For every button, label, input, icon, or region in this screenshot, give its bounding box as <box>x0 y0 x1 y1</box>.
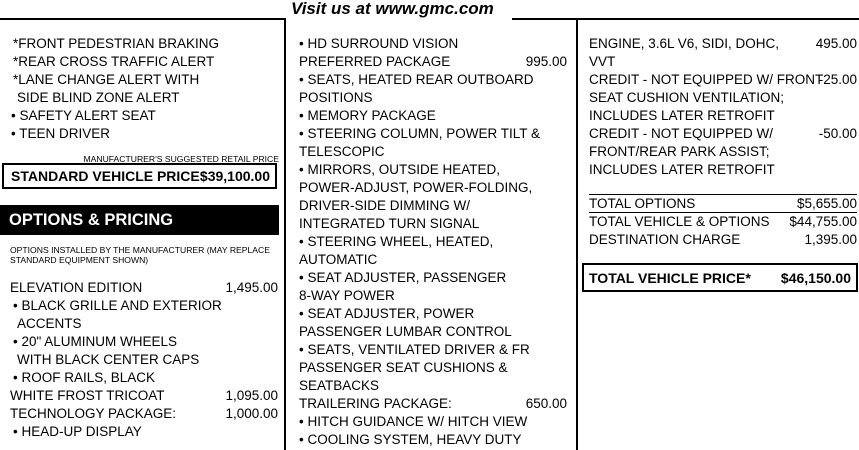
option-line <box>299 89 567 107</box>
option-text: ELEVATION EDITION <box>10 280 143 295</box>
standard-price-value: $39,100.00 <box>199 168 270 184</box>
option-text: CREDIT - NOT EQUIPPED W/ FRONT <box>589 72 824 87</box>
option-amount: -50.00 <box>818 126 857 141</box>
options-note-line: OPTIONS INSTALLED BY THE MANUFACTURER (MAY REPLACE <box>10 245 270 255</box>
option-text: 8-WAY POWER <box>299 288 395 303</box>
option-text: CREDIT - NOT EQUIPPED W/ <box>589 126 774 141</box>
option-text: TELESCOPIC <box>299 144 385 159</box>
option-line <box>299 35 567 53</box>
option-text: TRAILERING PACKAGE: <box>299 396 452 411</box>
option-line <box>299 179 567 197</box>
column-options-continued <box>299 35 567 449</box>
option-line <box>10 405 278 423</box>
option-text: FRONT/REAR PARK ASSIST; <box>589 144 770 159</box>
feature-line: • TEEN DRIVER <box>11 126 110 141</box>
top-rule-right <box>512 18 859 20</box>
option-line <box>299 359 567 377</box>
option-amount: 495.00 <box>815 36 857 51</box>
option-line <box>589 71 857 89</box>
option-line <box>299 53 567 71</box>
option-amount: 1,495.00 <box>225 280 278 295</box>
feature-line: *FRONT PEDESTRIAN BRAKING <box>13 36 220 51</box>
option-text: TECHNOLOGY PACKAGE: <box>10 406 177 421</box>
option-text: WHITE FROST TRICOAT <box>10 388 165 403</box>
option-text: • SEAT ADJUSTER, POWER <box>299 306 475 321</box>
column-standard-and-options <box>0 35 279 450</box>
option-line <box>299 107 567 125</box>
total-text: TOTAL VEHICLE & OPTIONS <box>589 214 770 229</box>
msrp-label: MANUFACTURER'S SUGGESTED RETAIL PRICE <box>83 154 279 164</box>
standard-price-label: STANDARD VEHICLE PRICE <box>11 168 200 184</box>
option-line <box>10 423 278 441</box>
option-line <box>299 251 567 269</box>
options-note-line: STANDARD EQUIPMENT SHOWN) <box>10 255 149 265</box>
option-text: • SEATS, VENTILATED DRIVER & FR <box>299 342 530 357</box>
feature-line: • SAFETY ALERT SEAT <box>11 108 156 123</box>
option-line <box>10 279 278 297</box>
option-line <box>589 53 857 71</box>
option-line <box>299 413 567 431</box>
option-line <box>299 125 567 143</box>
option-amount: 650.00 <box>525 396 567 411</box>
option-line <box>299 197 567 215</box>
option-text: AUTOMATIC <box>299 252 378 267</box>
options-note <box>10 245 270 265</box>
standard-price-box <box>2 163 277 189</box>
total-text: TOTAL OPTIONS <box>589 196 696 211</box>
option-line <box>299 161 567 179</box>
option-text: • BLACK GRILLE AND EXTERIOR <box>13 298 222 313</box>
option-line <box>10 297 278 315</box>
option-line <box>299 305 567 323</box>
option-line <box>299 215 567 233</box>
option-line <box>299 71 567 89</box>
option-text: SEAT CUSHION VENTILATION; <box>589 90 785 105</box>
option-text: POSITIONS <box>299 90 373 105</box>
option-text: • STEERING WHEEL, HEATED, <box>299 234 494 249</box>
option-line <box>299 233 567 251</box>
option-text: DRIVER-SIDE DIMMING W/ <box>299 198 470 213</box>
option-line <box>299 269 567 287</box>
option-text: INCLUDES LATER RETROFIT <box>589 162 775 177</box>
totals-list <box>589 195 857 249</box>
total-amount: 1,395.00 <box>804 232 857 247</box>
option-text: ENGINE, 3.6L V6, SIDI, DOHC, <box>589 36 780 51</box>
option-text: WITH BLACK CENTER CAPS <box>17 352 200 367</box>
option-line <box>299 341 567 359</box>
total-line <box>589 213 857 231</box>
option-line <box>299 377 567 395</box>
option-amount: 995.00 <box>525 54 567 69</box>
feature-line: SIDE BLIND ZONE ALERT <box>17 90 180 105</box>
option-text: • COOLING SYSTEM, HEAVY DUTY <box>299 432 522 447</box>
option-text: ACCENTS <box>17 316 82 331</box>
total-line <box>589 231 857 249</box>
option-text: • 20" ALUMINUM WHEELS <box>13 334 178 349</box>
option-text: SEATBACKS <box>299 378 380 393</box>
option-line <box>10 333 278 351</box>
option-line <box>10 315 278 333</box>
option-line <box>10 351 278 369</box>
options-list <box>10 279 278 441</box>
option-text: PREFERRED PACKAGE <box>299 54 451 69</box>
column-credits-and-totals <box>589 35 857 179</box>
option-line <box>299 143 567 161</box>
option-line <box>589 89 857 107</box>
option-text: • MIRRORS, OUTSIDE HEATED, <box>299 162 500 177</box>
option-line <box>299 395 567 413</box>
column-divider-2 <box>576 18 578 450</box>
option-text: • HD SURROUND VISION <box>299 36 459 51</box>
option-text: • HEAD-UP DISPLAY <box>13 424 142 439</box>
option-text: • MEMORY PACKAGE <box>299 108 436 123</box>
option-line <box>299 287 567 305</box>
option-line <box>589 35 857 53</box>
total-price-value: $46,150.00 <box>780 269 851 286</box>
option-line <box>10 369 278 387</box>
total-price-box <box>582 263 858 292</box>
option-line <box>589 125 857 143</box>
option-text: • STEERING COLUMN, POWER TILT & <box>299 126 541 141</box>
total-text: DESTINATION CHARGE <box>589 232 741 247</box>
options-pricing-header: OPTIONS & PRICING <box>0 205 279 235</box>
option-line <box>589 143 857 161</box>
feature-line: *LANE CHANGE ALERT WITH <box>13 72 200 87</box>
option-line <box>299 323 567 341</box>
column-divider-1 <box>284 18 286 450</box>
option-text: • HITCH GUIDANCE W/ HITCH VIEW <box>299 414 528 429</box>
total-line <box>589 195 857 213</box>
option-text: • ROOF RAILS, BLACK <box>13 370 156 385</box>
option-amount: -25.00 <box>818 72 857 87</box>
option-line <box>589 107 857 125</box>
total-price-label: TOTAL VEHICLE PRICE* <box>589 269 751 286</box>
option-text: VVT <box>589 54 616 69</box>
top-rule-left <box>0 18 285 20</box>
total-amount: $44,755.00 <box>789 214 857 229</box>
option-text: POWER-ADJUST, POWER-FOLDING, <box>299 180 533 195</box>
option-line <box>589 161 857 179</box>
option-text: INCLUDES LATER RETROFIT <box>589 108 775 123</box>
feature-line: *REAR CROSS TRAFFIC ALERT <box>13 54 215 69</box>
option-line <box>299 431 567 449</box>
option-text: INTEGRATED TURN SIGNAL <box>299 216 480 231</box>
option-amount: 1,095.00 <box>225 388 278 403</box>
option-text: PASSENGER LUMBAR CONTROL <box>299 324 512 339</box>
option-text: PASSENGER SEAT CUSHIONS & <box>299 360 508 375</box>
option-amount: 1,000.00 <box>225 406 278 421</box>
website-banner: Visit us at www.gmc.com <box>291 0 494 18</box>
total-amount: $5,655.00 <box>796 196 857 211</box>
option-line <box>10 387 278 405</box>
option-text: • SEAT ADJUSTER, PASSENGER <box>299 270 507 285</box>
option-text: • SEATS, HEATED REAR OUTBOARD <box>299 72 534 87</box>
